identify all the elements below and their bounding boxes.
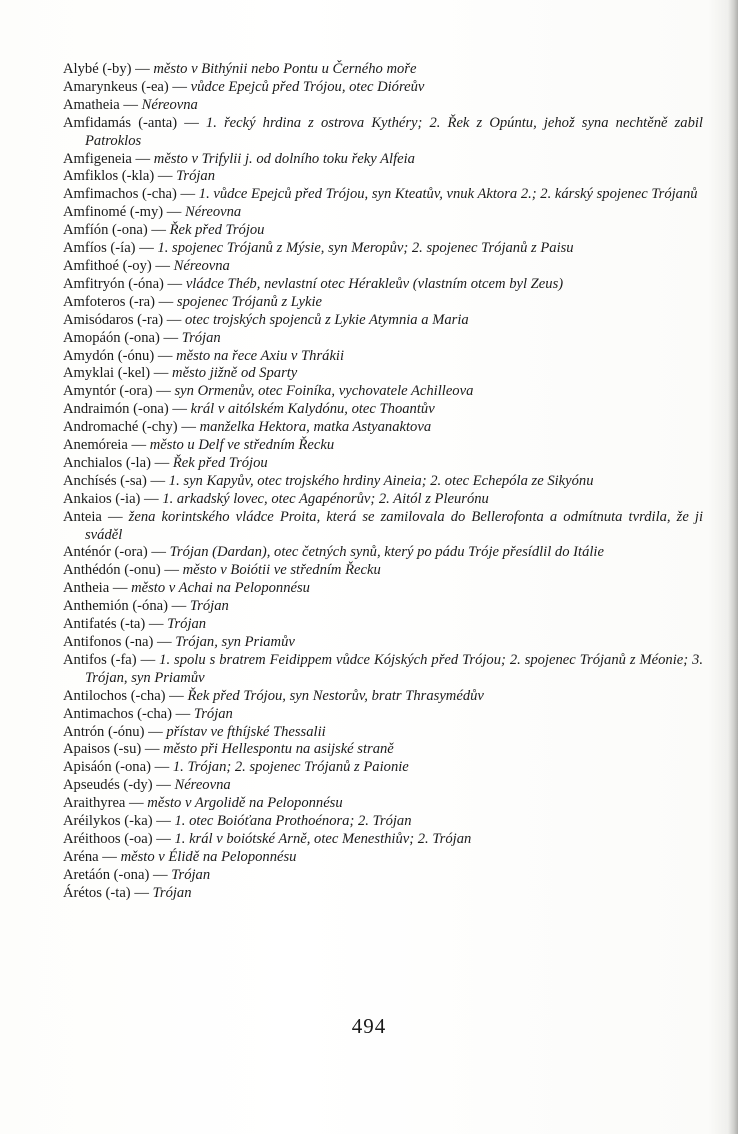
glossary-entry — [63, 222, 703, 240]
entry-headword: Anchialos (-la) — — [63, 454, 170, 471]
entry-definition: Trójan, syn Priamův — [175, 634, 295, 650]
glossary-entry — [63, 330, 703, 348]
entry-headword: Amfoteros (-ra) — — [63, 293, 174, 310]
glossary-entry — [63, 168, 703, 186]
glossary-entry — [63, 741, 703, 759]
entry-definition: Trójan — [167, 616, 207, 633]
entry-headword: Anemóreia — — [63, 437, 147, 454]
entry-headword: Amarynkeus (-ea) — — [63, 78, 187, 95]
entry-definition: město při Hellespontu na asijské straně — [163, 741, 394, 758]
entry-definition: město jižně od Sparty — [172, 365, 298, 382]
entry-definition: město v Boiótii ve středním Řecku — [182, 562, 381, 579]
glossary-entry — [63, 383, 703, 401]
entry-definition: Néreovna — [141, 96, 198, 113]
glossary-entry — [63, 258, 703, 276]
entry-headword: Andraimón (-ona) — — [63, 401, 188, 418]
entry-definition: město u Delf ve středním Řecku — [149, 437, 335, 454]
entry-definition: manželka Hektora, matka Astyanaktova — [199, 419, 432, 436]
entry-definition: 1. vůdce Epejců před Trójou, syn Kteatův, vnuk Aktora 2.; 2. kárský spojenec Trójanů — [198, 186, 698, 203]
glossary-entry — [63, 724, 703, 742]
entry-definition: vůdce Epejců před Trójou, otec Dióreův — [190, 78, 425, 95]
entry-headword: Anthemión (-óna) — — [63, 598, 187, 615]
glossary-entry — [63, 240, 703, 258]
entry-headword: Amfigeneia — — [63, 150, 151, 167]
entry-headword: Anténór (-ora) — — [63, 544, 166, 561]
entry-definition: 1. spolu s bratrem Feidippem vůdce Kójských před Trójou; 2. spojenec Trójanů z Méonie; 3. Trójan, syn Priamův — [85, 651, 704, 686]
glossary-entry — [63, 652, 703, 688]
entry-headword: Amfiklos (-kla) — — [63, 168, 173, 185]
entry-definition: Néreovna — [174, 777, 231, 794]
entry-definition: Trójan — [193, 705, 233, 722]
glossary-entry — [63, 97, 703, 115]
entry-definition: vládce Théb, nevlastní otec Héraklеův (vlastním otcem byl Zeus) — [185, 275, 564, 292]
entry-headword: Amfíos (-ía) — — [63, 240, 154, 257]
entry-headword: Antifos (-fa) — — [63, 651, 156, 668]
entry-headword: Árétos (-ta) — — [63, 884, 149, 901]
glossary-entry — [63, 849, 703, 867]
glossary-entry — [63, 616, 703, 634]
entry-headword: Amfitryón (-óna) — — [63, 275, 183, 292]
entry-definition: spojenec Trójanů z Lykie — [176, 293, 322, 310]
glossary-entry — [63, 580, 703, 598]
entry-definition: město v Achai na Peloponnésu — [131, 580, 310, 597]
entry-definition: 1. syn Kapyův, otec trojského hrdiny Aineia; 2. otec Echepóla ze Sikyónu — [168, 472, 594, 489]
glossary-entry — [63, 151, 703, 169]
entry-definition: přístav ve fthíjské Thessalii — [166, 723, 326, 740]
glossary-entry — [63, 294, 703, 312]
entry-headword: Andromaché (-chy) — — [63, 419, 196, 436]
entry-definition: Trójan — [189, 598, 229, 615]
entry-headword: Amfithoé (-oy) — — [63, 257, 170, 274]
entry-definition: žena korintského vládce Proita, která se zamilovala do Bellerofonta a odmítnuta tvrdila, že ji sváděl — [85, 508, 703, 543]
glossary-entry — [63, 491, 703, 509]
entry-headword: Antheia — — [63, 580, 128, 597]
entry-headword: Amfinomé (-my) — — [63, 204, 182, 221]
glossary-entry — [63, 401, 703, 419]
glossary-entry — [63, 795, 703, 813]
entry-headword: Anchísés (-sa) — — [63, 472, 166, 489]
entry-definition: Néreovna — [173, 257, 230, 274]
glossary-entry — [63, 831, 703, 849]
glossary-entry — [63, 509, 703, 545]
glossary-entry — [63, 777, 703, 795]
entry-headword: Apisáón (-ona) — — [63, 759, 170, 776]
glossary-entry — [63, 634, 703, 652]
glossary-entry — [63, 544, 703, 562]
entry-headword: Antifatés (-ta) — — [63, 616, 164, 633]
entry-headword: Amopáón (-ona) — — [63, 329, 179, 346]
entry-definition: město na řece Axiu v Thrákii — [176, 347, 345, 364]
glossary-entry — [63, 867, 703, 885]
entry-headword: Amatheia — — [63, 96, 138, 113]
entry-headword: Ankaios (-ia) — — [63, 490, 159, 507]
entry-definition: město v Bithýnii nebo Pontu u Černého moře — [153, 61, 417, 77]
entry-headword: Aréilykos (-ka) — — [63, 813, 171, 830]
entry-definition: 1. král v boiótské Arně, otec Menesthiův; 2. Trójan — [174, 830, 472, 847]
entry-definition: město v Argolidě na Peloponnésu — [147, 795, 343, 812]
glossary-entry — [63, 473, 703, 491]
glossary-entry — [63, 688, 703, 706]
entry-headword: Araithyrea — — [63, 795, 144, 812]
glossary-entry — [63, 276, 703, 294]
entry-headword: Aréna — — [63, 848, 117, 865]
glossary-entry — [63, 706, 703, 724]
entry-definition: 1. řecký hrdina z ostrova Kythéry; 2. Řek z Opúntu, jehož syna nechtěně zabil Patroklos — [85, 114, 703, 149]
glossary-entry — [63, 204, 703, 222]
entry-definition: Trójan — [152, 884, 192, 901]
glossary-entry — [63, 885, 703, 903]
entry-definition: město v Trifylii j. od dolního toku řeky Alfeia — [153, 150, 415, 167]
entry-headword: Amisódaros (-ra) — — [63, 311, 182, 328]
glossary-entry — [63, 61, 703, 79]
entry-definition: Trójan — [176, 168, 216, 185]
entry-definition: Néreovna — [185, 204, 242, 221]
entry-definition: Trójan (Dardan), otec četných synů, který po pádu Tróje přesídlil do Itálie — [169, 544, 604, 561]
entry-definition: 1. spojenec Trójanů z Mýsie, syn Meropův; 2. spojenec Trójanů z Paisu — [157, 240, 574, 257]
entry-definition: 1. otec Boióťana Prothoénora; 2. Trójan — [174, 813, 412, 830]
page-number: 494 — [351, 1014, 387, 1038]
entry-definition: král v aitólském Kalydónu, otec Thoantův — [190, 401, 435, 418]
entry-definition: Trójan — [181, 329, 221, 346]
entry-headword: Amyklai (-kel) — — [63, 365, 169, 382]
entry-headword: Antimachos (-cha) — — [63, 705, 191, 722]
glossary-entry — [63, 455, 703, 473]
entry-definition: syn Ormenův, otec Foiníka, vychovatele Achilleova — [174, 383, 474, 400]
glossary-entry — [63, 437, 703, 455]
glossary-entry — [63, 348, 703, 366]
entry-headword: Apseudés (-dy) — — [63, 777, 171, 794]
entry-headword: Aretáón (-ona) — — [63, 866, 168, 883]
entry-headword: Anteia — — [63, 508, 123, 525]
glossary-entry — [63, 598, 703, 616]
entry-headword: Apaisos (-su) — — [63, 741, 160, 758]
entry-headword: Amfidamás (-anta) — — [63, 114, 199, 131]
entry-headword: Anthédón (-onu) — — [63, 562, 179, 579]
glossary-entry — [63, 115, 703, 151]
entry-definition: 1. Trójan; 2. spojenec Trójanů z Paionie — [172, 759, 409, 776]
glossary-entry — [63, 312, 703, 330]
entry-headword: Amfimachos (-cha) — — [63, 186, 196, 203]
entry-definition: Trójan — [171, 866, 211, 883]
entry-headword: Antilochos (-cha) — — [63, 687, 184, 704]
entry-definition: Řek před Trójou, syn Nestorův, bratr Thrasymédův — [187, 687, 484, 704]
glossary-entry — [63, 759, 703, 777]
entry-headword: Amyntór (-ora) — — [63, 383, 171, 400]
entry-definition: město v Élidě na Peloponnésu — [120, 848, 297, 865]
entry-headword: Amfíón (-ona) — — [63, 222, 166, 239]
glossary-entry — [63, 79, 703, 97]
entry-definition: Řek před Trójou — [172, 454, 268, 471]
entry-definition: 1. arkadský lovec, otec Agapénorův; 2. Aitól z Pleurónu — [162, 490, 489, 507]
glossary-list — [63, 61, 703, 903]
glossary-entry — [63, 562, 703, 580]
entry-definition: otec trojských spojenců z Lykie Atymnia a Maria — [185, 311, 469, 328]
glossary-entry — [63, 186, 703, 204]
entry-headword: Amydón (-ónu) — — [63, 347, 173, 364]
page-edge-shadow — [728, 0, 738, 1134]
entry-headword: Antrón (-ónu) — — [63, 723, 163, 740]
entry-headword: Alybé (-by) — — [63, 61, 150, 77]
glossary-entry — [63, 365, 703, 383]
glossary-entry — [63, 419, 703, 437]
entry-headword: Antifonos (-na) — — [63, 634, 172, 650]
entry-headword: Aréithoos (-oa) — — [63, 830, 171, 847]
entry-definition: Řek před Trójou — [169, 222, 265, 239]
glossary-entry — [63, 813, 703, 831]
